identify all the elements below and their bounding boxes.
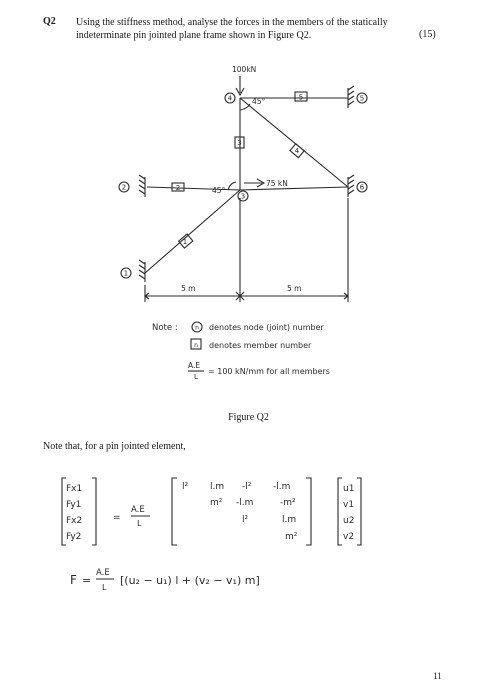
note-label: Note : [152,323,178,333]
member-2 [147,187,240,190]
member-force-expression: [(u₂ − u₁) l + (v₂ − v₁) m] [120,574,260,587]
svg-text:4: 4 [294,147,300,155]
svg-text:n: n [195,324,199,332]
k23: -l.m [236,498,254,508]
note-ae-value: = 100 kN/mm for all members [208,367,330,376]
question-number: Q2 [43,16,56,27]
page-number: 11 [433,671,442,681]
k12: l.m [210,482,225,492]
note-node-text: denotes node (joint) number [209,323,324,332]
disp-u2: u2 [343,516,355,526]
svg-text:2: 2 [175,184,181,192]
force-fy1: Fy1 [66,500,82,510]
angle-top-label: 45° [252,97,266,106]
member-force-numerator: A.E [96,568,110,578]
member-1 [145,190,240,273]
disp-v1: v1 [343,500,355,510]
svg-text:n: n [194,342,198,349]
disp-u1: u1 [343,484,355,494]
force-vector-bracket-right [92,478,96,545]
svg-text:1: 1 [123,269,129,278]
disp-v2: v2 [343,532,355,542]
disp-vector-bracket-right [357,478,361,545]
figure-caption: Figure Q2 [228,412,269,423]
load-top-label: 100kN [232,65,257,74]
factor-denominator: L [137,519,142,528]
k44: m² [285,532,298,542]
svg-text:6: 6 [359,183,365,192]
svg-text:3: 3 [240,192,246,201]
angle-mid-label: 45° [212,186,226,195]
svg-text:3: 3 [237,139,242,147]
note-ae-numerator: A.E [188,361,201,370]
svg-text:2: 2 [121,183,127,192]
k24: -m² [280,498,296,508]
k22: m² [210,498,223,508]
svg-text:5: 5 [298,93,304,102]
svg-text:4: 4 [227,94,233,103]
note-member-text: denotes member number [209,341,312,350]
svg-text:F: F [70,573,77,587]
stiffness-bracket-left [172,478,177,545]
note-ae-denominator: L [194,373,198,381]
force-fy2: Fy2 [66,532,82,542]
question-text: Using the stiffness method, analyse the forces in the members of the statically indeterminate pin jointed plane frame shown in Figure Q2. [76,17,388,41]
stiffness-bracket-right [306,478,311,545]
svg-text:5: 5 [359,94,365,103]
k11: l² [182,482,189,492]
svg-text:1: 1 [182,238,188,246]
member-4 [240,98,348,187]
question-marks: (15) [419,29,436,40]
disp-vector-bracket-left [338,478,342,545]
force-fx2: Fx2 [66,516,83,526]
k33: l² [242,515,249,525]
force-fx1: Fx1 [66,484,83,494]
k34: l.m [282,515,297,525]
factor-numerator: A.E [131,505,145,515]
member-6 [240,187,348,190]
dim-left-label: 5 m [181,284,196,293]
member-force-denominator: L [102,583,107,592]
k14: -l.m [273,482,291,492]
load-side-label: 75 kN [266,179,288,188]
svg-text:=: = [82,574,92,587]
pin-jointed-note: Note that, for a pin jointed element, [43,441,186,452]
svg-text:=: = [113,513,121,523]
k13: -l² [242,482,252,492]
dim-right-label: 5 m [287,284,302,293]
